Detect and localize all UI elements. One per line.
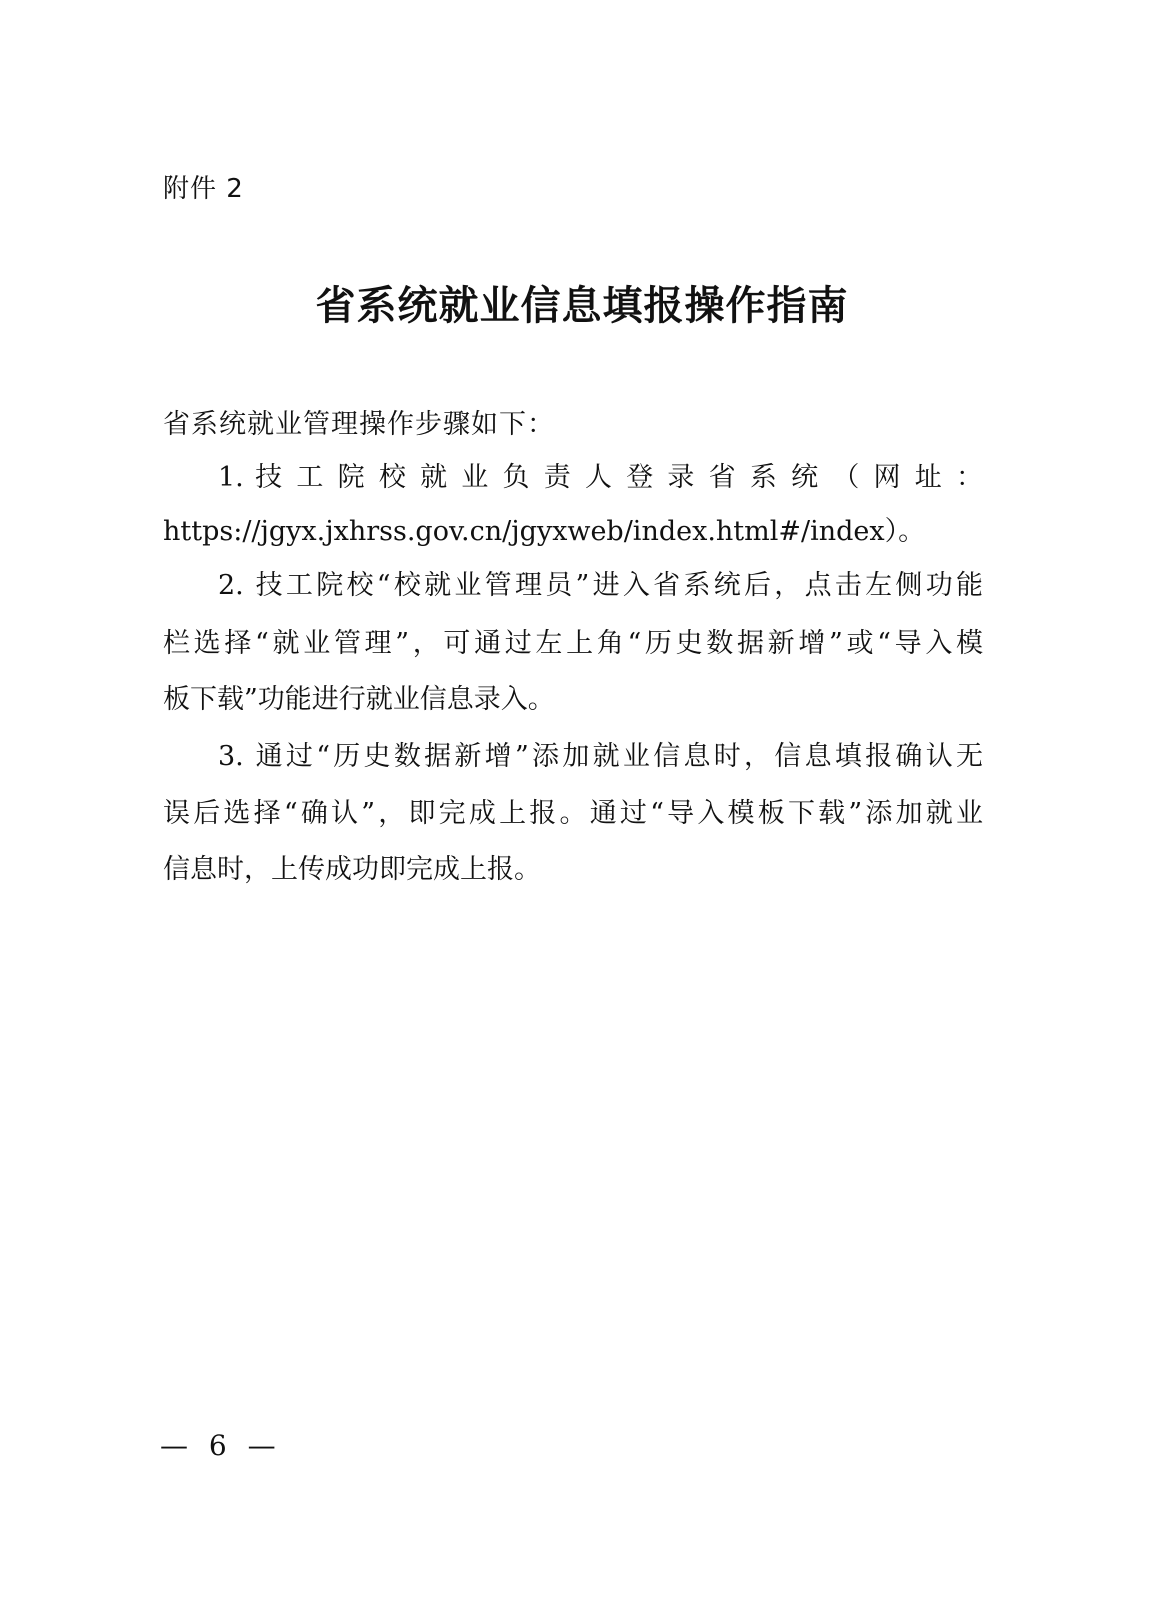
step-2-line-2: 栏选择“就业管理”，可通过左上角“历史数据新增”或“导入模 [163, 628, 983, 659]
step-2-line-1: 2. 技工院校“校就业管理员”进入省系统后，点击左侧功能 [218, 570, 983, 601]
step-3-line-2: 误后选择“确认”，即完成上报。通过“导入模板下载”添加就业 [163, 798, 983, 829]
step-3-line-1: 3. 通过“历史数据新增”添加就业信息时，信息填报确认无 [218, 741, 983, 772]
attachment-label: 附件 2 [163, 174, 244, 204]
document-title: 省系统就业信息填报操作指南 [315, 283, 849, 329]
step-1-url-line: https://jgyx.jxhrss.gov.cn/jgyxweb/index.html#/index）。 [163, 516, 926, 547]
step-2-line-3: 板下载”功能进行就业信息录入。 [163, 684, 555, 715]
intro-paragraph: 省系统就业管理操作步骤如下： [163, 409, 555, 440]
step-1-line-1: 1. 技 工 院 校 就 业 负 责 人 登 录 省 系 统 （ 网 址 ： [218, 462, 983, 493]
page-number: — 6 — [160, 1429, 282, 1462]
step-3-line-3: 信息时，上传成功即完成上报。 [163, 854, 541, 885]
